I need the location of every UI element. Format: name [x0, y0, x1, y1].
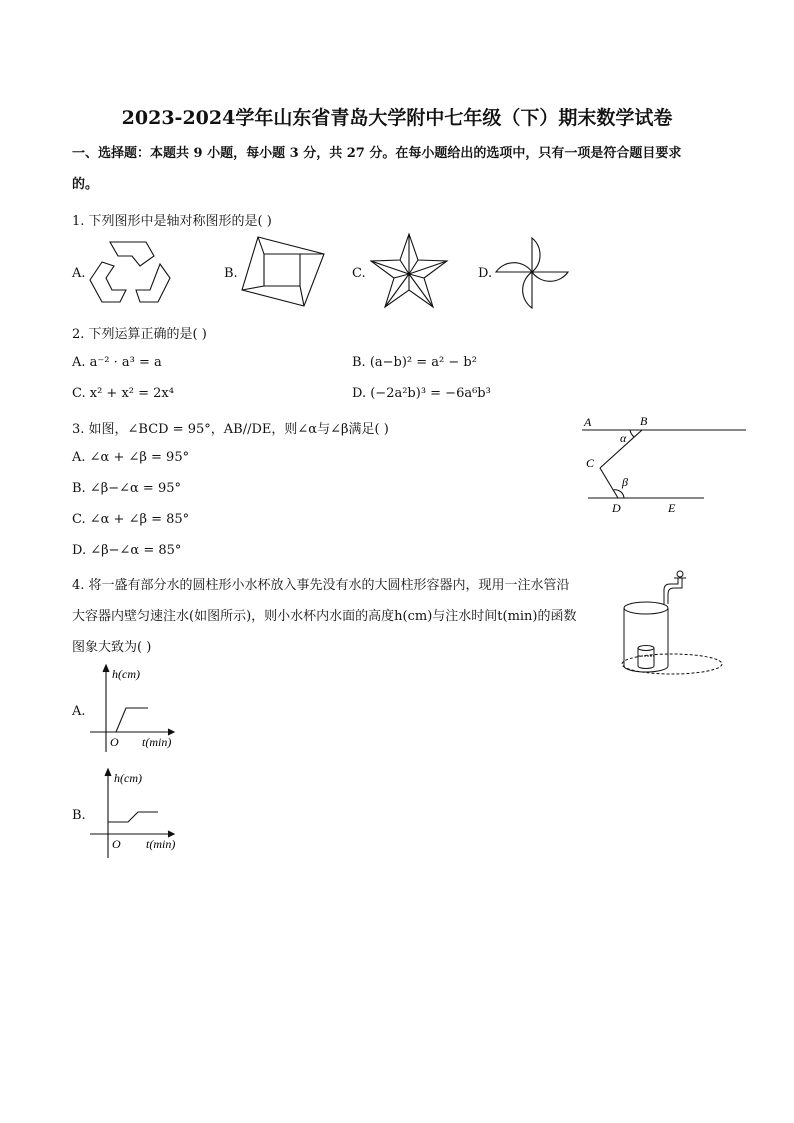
q1-figure-c	[368, 232, 450, 310]
q4-stem-line3: 图象大致为( )	[72, 640, 152, 655]
q4-b-xaxis-label: t(min)	[146, 837, 176, 851]
q1-figure-b	[240, 234, 328, 308]
q1-figure-a	[88, 238, 172, 308]
q1-stem: 1. 下列图形中是轴对称图形的是( )	[72, 214, 272, 229]
q4-stem-line1: 4. 将一盛有部分水的圆柱形小水杯放入事先没有水的大圆柱形容器内，现用一注水管沿	[72, 578, 570, 593]
q4-b-origin: O	[112, 837, 121, 851]
q3-option-b: B. ∠β−∠α = 95°	[72, 481, 181, 496]
q3-option-d: D. ∠β−∠α = 85°	[72, 543, 182, 558]
q3-label-c: C	[586, 456, 595, 470]
q2-stem: 2. 下列运算正确的是( )	[72, 327, 207, 342]
q3-option-c: C. ∠α + ∠β = 85°	[72, 512, 190, 527]
q1-option-b-label: B.	[224, 266, 238, 281]
section-heading-line2: 的。	[72, 177, 99, 192]
q3-parallel-lines-figure	[580, 410, 750, 520]
q2-option-d: D. (−2a²b)³ = −6a⁶b³	[352, 386, 491, 401]
q1-option-d-label: D.	[478, 266, 493, 281]
q4-graph-a	[88, 660, 208, 760]
q3-stem: 3. 如图，∠BCD = 95°，AB//DE，则∠α与∠β满足( )	[72, 422, 389, 437]
q3-label-beta: β	[622, 475, 628, 489]
q3-option-a: A. ∠α + ∠β = 95°	[72, 450, 190, 465]
q2-option-c: C. x² + x² = 2x⁴	[72, 386, 174, 401]
q2-option-a: A. a⁻² · a³ = a	[72, 355, 162, 370]
exam-title: 2023-2024学年山东省青岛大学附中七年级（下）期末数学试卷	[121, 107, 673, 129]
q4-a-yaxis-label: h(cm)	[112, 667, 140, 681]
q4-stem-line2: 大容器内壁匀速注水(如图所示)，则小水杯内水面的高度h(cm)与注水时间t(min)的函数	[72, 609, 577, 624]
q1-figure-d	[494, 236, 570, 310]
q2-option-b: B. (a−b)² = a² − b²	[352, 355, 477, 370]
section-heading-line1: 一、选择题：本题共 9 小题，每小题 3 分，共 27 分。在每小题给出的选项中，只有一项是符合题目要求	[72, 146, 682, 161]
q4-b-yaxis-label: h(cm)	[114, 771, 142, 785]
q3-label-alpha: α	[620, 431, 627, 445]
q4-graph-b	[88, 764, 208, 864]
q4-a-xaxis-label: t(min)	[142, 735, 172, 749]
q3-label-d: D	[612, 501, 621, 515]
q4-option-b-label: B.	[72, 808, 86, 823]
q3-label-b: B	[640, 414, 648, 428]
q3-label-a: A	[584, 415, 592, 429]
q1-option-a-label: A.	[72, 266, 86, 281]
q1-option-c-label: C.	[352, 266, 366, 281]
q3-label-e: E	[668, 501, 676, 515]
q4-a-origin: O	[110, 735, 119, 749]
q4-option-a-label: A.	[72, 704, 86, 719]
q4-container-figure	[620, 568, 726, 680]
